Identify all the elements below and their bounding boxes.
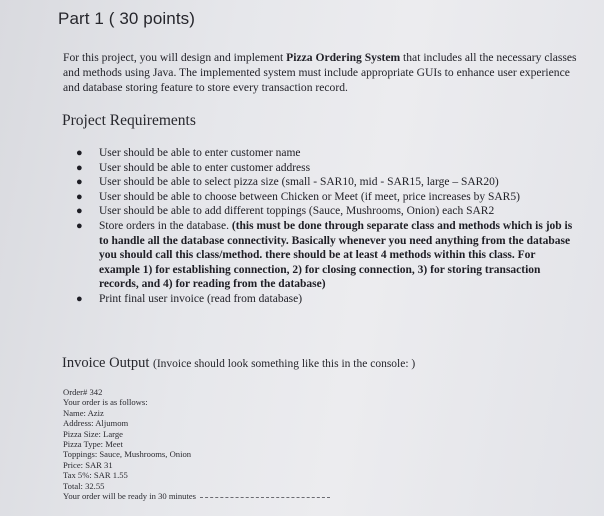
invoice-line: Total: 32.55 (63, 480, 105, 491)
requirement-item (70, 175, 575, 190)
bullet-icon: ● (76, 219, 83, 232)
bullet-icon: ● (76, 292, 83, 305)
invoice-line: Price: SAR 31 (63, 459, 113, 470)
requirement-text: User should be able to select pizza size (small - SAR10, mid - SAR15, large – SAR20) (99, 176, 499, 189)
bullet-icon: ● (76, 147, 83, 159)
part-title: Part 1 ( 30 points) (58, 9, 196, 28)
intro-text-after: that includes all the necessary classes and methods using Java. The implemented system must include appropriate GUIs to enhance user experience and database storing feature to store every transaction record. (63, 51, 577, 94)
invoice-line: Toppings: Sauce, Mushrooms, Onion (63, 449, 192, 460)
requirement-item (70, 219, 575, 292)
requirements-list (70, 146, 575, 307)
requirement-item (70, 190, 575, 205)
invoice-note: (Invoice should look something like this in the console: ) (153, 358, 416, 370)
invoice-line: Order# 342 (63, 387, 103, 397)
invoice-sample (63, 387, 483, 501)
invoice-line: Your order will be ready in 30 minutes (63, 491, 197, 502)
invoice-line: Pizza Type: Meet (63, 439, 123, 450)
invoice-line: Tax 5%: SAR 1.55 (63, 470, 128, 481)
requirement-item (70, 292, 575, 307)
bullet-icon: ● (76, 190, 83, 203)
requirement-item (70, 146, 575, 161)
invoice-last-line (63, 491, 483, 501)
invoice-title: Invoice Output (62, 355, 150, 371)
invoice-line: Address: Aljumom (63, 418, 129, 429)
invoice-line: Name: Aziz (63, 407, 104, 418)
requirement-item (70, 204, 575, 219)
requirements-heading: Project Requirements (62, 112, 196, 129)
requirement-item (70, 161, 575, 176)
requirement-bold-text: (this must be done through separate class and methods which is job is to handle all the database connectivity. Basically whenever you need anything from the database you should call this class/method. there should be at least 4 methods within this class. For example 1) for establishing connection, 2) for closing connection, 3) for storing transaction records, and 4) for reading from the database) (99, 219, 573, 291)
invoice-line: Pizza Size: Large (63, 428, 123, 439)
requirement-text: User should be able to enter customer address (99, 161, 311, 174)
requirement-text: User should be able to enter customer name (99, 147, 301, 159)
bullet-icon: ● (76, 176, 83, 189)
invoice-line: Your order is as follows: (63, 397, 148, 408)
intro-paragraph (63, 50, 578, 95)
requirement-text: Store orders in the database. (99, 219, 232, 232)
requirement-text: User should be able to add different toppings (Sauce, Mushrooms, Onion) each SAR2 (99, 205, 495, 218)
intro-text-before: For this project, you will design and implement (63, 51, 287, 64)
dashed-divider (200, 497, 330, 498)
intro-highlight: Pizza Ordering System (286, 51, 401, 64)
bullet-icon: ● (76, 161, 83, 174)
requirement-text: User should be able to choose between Chicken or Meet (if meet, price increases by SAR5) (99, 190, 520, 203)
bullet-icon: ● (76, 205, 83, 218)
invoice-heading (62, 355, 415, 372)
requirement-text: Print final user invoice (read from database) (99, 292, 303, 305)
